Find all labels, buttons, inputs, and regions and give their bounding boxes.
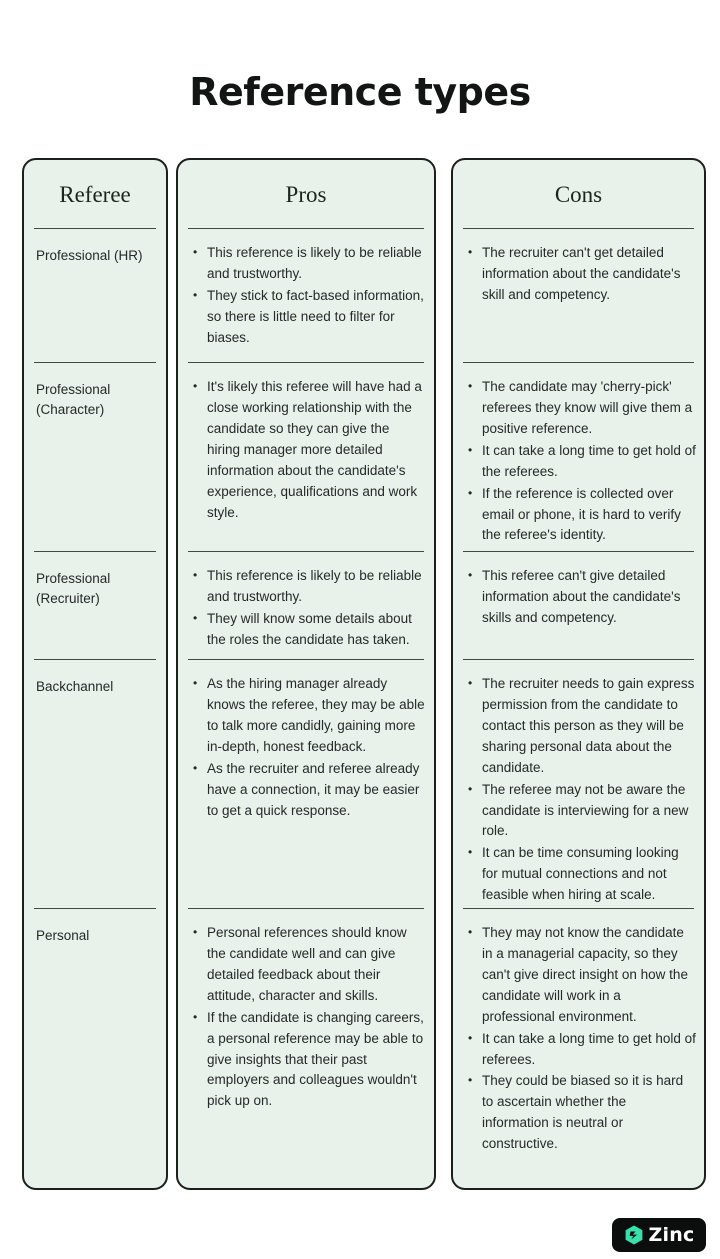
cons-item: • They may not know the candidate in a managerial capacity, so they can't give direct insight on how the candidate will work in a professional environment. [465,923,696,1028]
pros-item: • It's likely this referee will have had a close working relationship with the candidate so they can give the hiring manager more detailed information about the candidate's experience, qualifications and work style. [190,377,426,523]
hexagon-bolt-icon [624,1225,644,1245]
cons-cell-personal [453,909,704,1188]
pros-list [190,923,426,1112]
cons-column [451,158,706,1190]
cons-cell-professional-character [453,363,704,552]
pros-list [190,566,426,651]
cons-list [465,923,696,1155]
referee-label: Professional (Character) [36,382,111,418]
cons-list [465,243,696,306]
pros-cell-backchannel [178,660,434,909]
cons-item: • This referee can't give detailed information about the candidate's skills and competency. [465,566,696,629]
referee-cell-professional-hr [24,229,166,363]
cons-item: • They could be biased so it is hard to ascertain whether the information is neutral or constructive. [465,1071,696,1155]
cons-column-header [453,160,704,229]
referee-cell-backchannel [24,660,166,909]
pros-item: • They will know some details about the roles the candidate has taken. [190,609,426,651]
pros-cell-professional-character [178,363,434,552]
referee-cell-professional-character [24,363,166,552]
pros-cell-professional-recruiter [178,552,434,660]
referee-cell-personal [24,909,166,1188]
pros-item: • As the recruiter and referee already have a connection, it may be easier to get a quick response. [190,759,426,822]
pros-item: • This reference is likely to be reliable and trustworthy. [190,566,426,608]
cons-item: • It can take a long time to get hold of the referees. [465,441,696,483]
referee-label: Professional (HR) [36,248,143,263]
cons-item: • It can be time consuming looking for mutual connections and not feasible when hiring at scale. [465,843,696,906]
referee-label: Professional (Recruiter) [36,571,111,607]
pros-column [176,158,436,1190]
referee-column [22,158,168,1190]
pros-header-label: Pros [285,181,327,207]
cons-list [465,566,696,629]
referee-header-label: Referee [59,181,131,207]
pros-list [190,377,426,523]
referee-column-header [24,160,166,229]
pros-cell-personal [178,909,434,1188]
cons-item: • The recruiter needs to gain express permission from the candidate to contact this person as they will be sharing personal data about the candidate. [465,674,696,779]
page-title: Reference types [189,70,531,114]
cons-item: • If the reference is collected over email or phone, it is hard to verify the referee's identity. [465,484,696,547]
pros-item: • This reference is likely to be reliable and trustworthy. [190,243,426,285]
pros-list [190,674,426,821]
cons-item: • The recruiter can't get detailed information about the candidate's skill and competency. [465,243,696,306]
zinc-logo [612,1218,706,1252]
cons-cell-professional-recruiter [453,552,704,660]
pros-item: • If the candidate is changing careers, a personal reference may be able to give insights that their past employers and colleagues wouldn't pick up on. [190,1008,426,1113]
cons-cell-backchannel [453,660,704,909]
cons-list [465,377,696,546]
pros-list [190,243,426,349]
cons-list [465,674,696,906]
cons-item: • The candidate may 'cherry-pick' referees they know will give them a positive reference. [465,377,696,440]
referee-label: Backchannel [36,679,114,694]
cons-item: • It can take a long time to get hold of referees. [465,1029,696,1071]
pros-item: • As the hiring manager already knows the referee, they may be able to talk more candidly, gaining more in-depth, honest feedback. [190,674,426,758]
referee-cell-professional-recruiter [24,552,166,660]
cons-header-label: Cons [554,181,603,207]
pros-column-header [178,160,434,229]
referee-label: Personal [36,928,90,943]
cons-item: • The referee may not be aware the candidate is interviewing for a new role. [465,780,696,843]
cons-cell-professional-hr [453,229,704,363]
pros-cell-professional-hr [178,229,434,363]
pros-item: • They stick to fact-based information, so there is little need to filter for biases. [190,286,426,349]
pros-item: • Personal references should know the candidate well and can give detailed feedback about their attitude, character and skills. [190,923,426,1007]
zinc-logo-text: Zinc [648,1223,695,1246]
